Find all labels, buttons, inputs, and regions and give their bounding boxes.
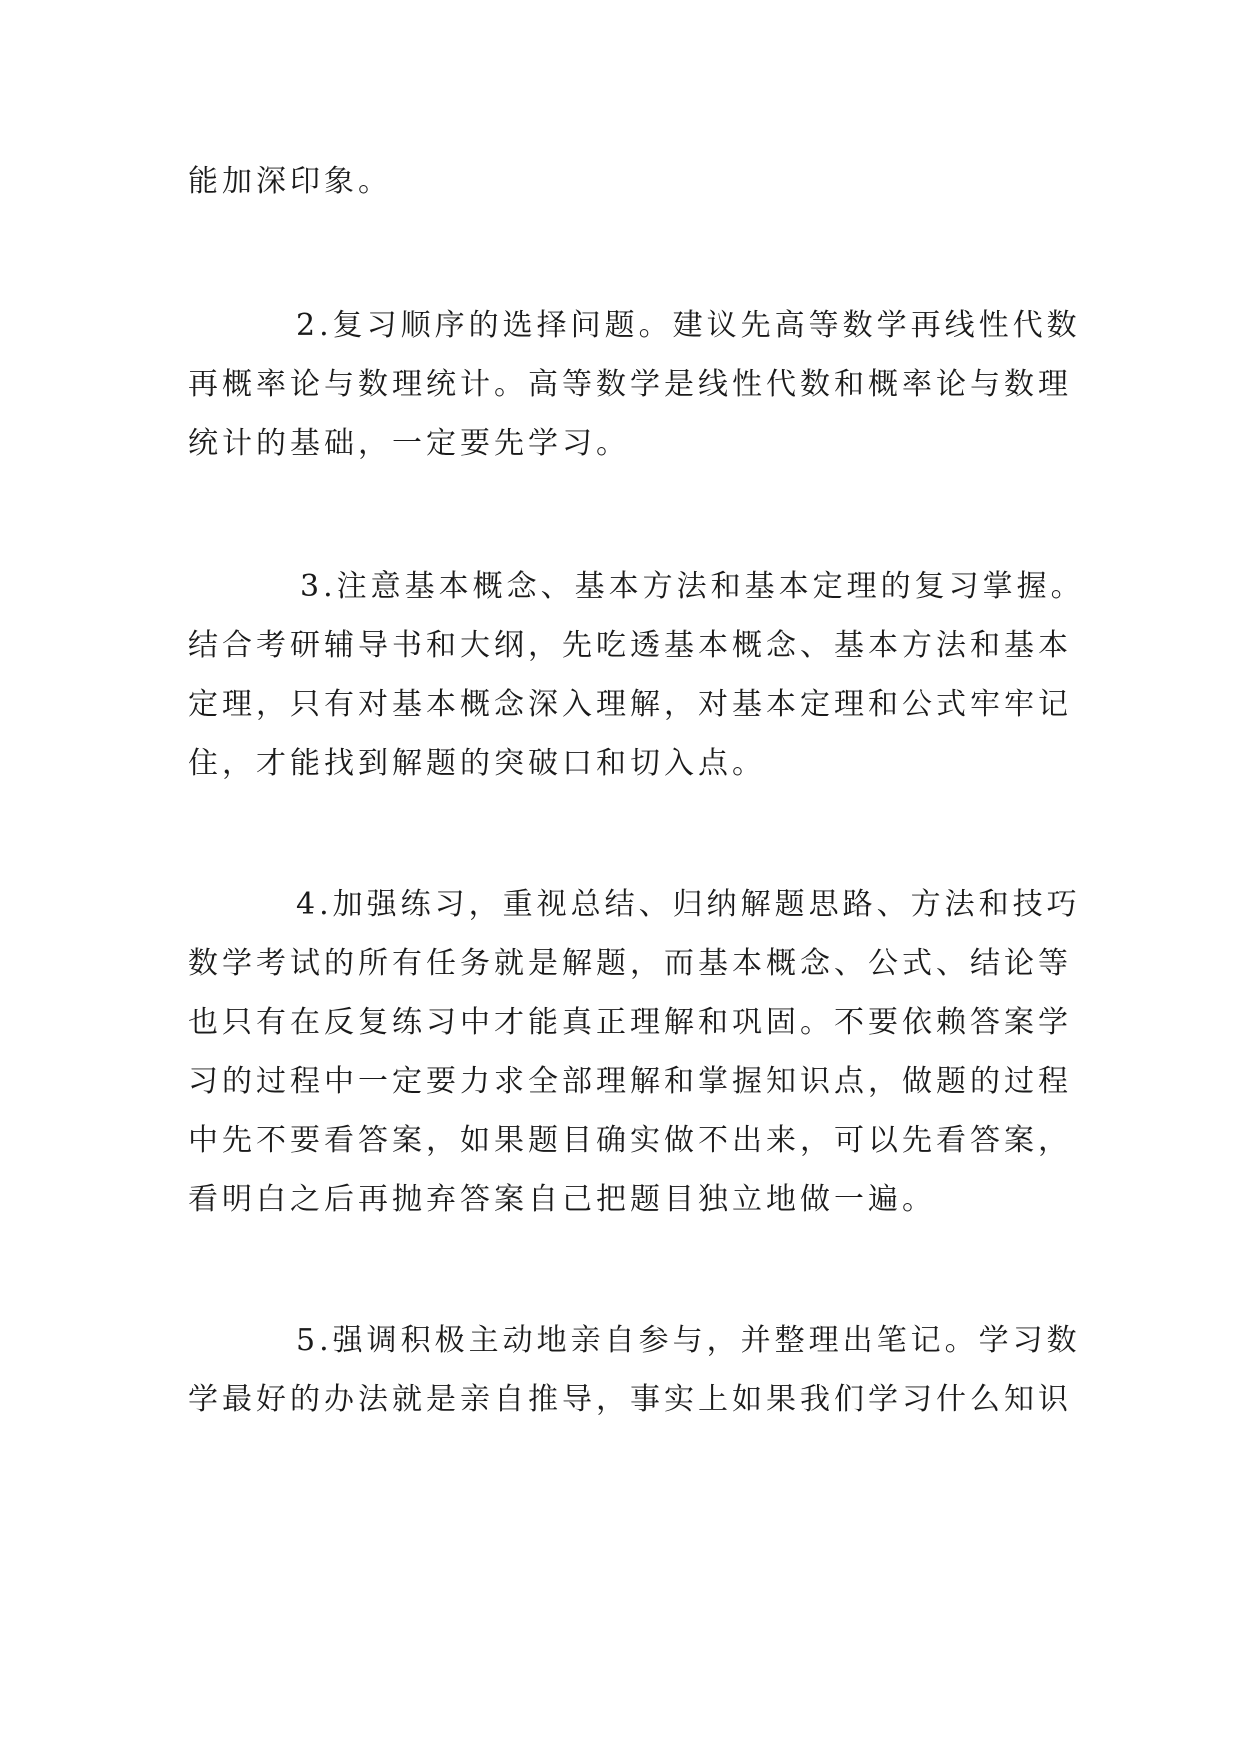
paragraph-line: 习的过程中一定要力求全部理解和掌握知识点，做题的过程 [188,1064,1072,1099]
paragraph-5 [188,1311,1081,1429]
paragraph-line [188,875,1081,934]
paragraph-line: 看明白之后再抛弃答案自己把题目独立地做一遍。 [188,1182,936,1217]
paragraph-line: 结合考研辅导书和大纲，先吃透基本概念、基本方法和基本 [188,628,1072,663]
paragraph-line-text: 3.注意基本概念、基本方法和基本定理的复习掌握。 [300,569,1085,604]
paragraph-line [188,296,1081,355]
paragraph-line: 也只有在反复练习中才能真正理解和巩固。不要依赖答案学 [188,1005,1072,1040]
paragraph-line: 中先不要看答案，如果题目确实做不出来，可以先看答案， [188,1123,1072,1158]
paragraph-line: 再概率论与数理统计。高等数学是线性代数和概率论与数理 [188,367,1072,402]
paragraph-3 [188,557,1085,793]
paragraph-line [188,1311,1081,1370]
paragraph-line: 能加深印象。 [188,164,392,199]
paragraph-line: 学最好的办法就是亲自推导，事实上如果我们学习什么知识 [188,1382,1072,1417]
paragraph-line: 统计的基础，一定要先学习。 [188,426,630,461]
paragraph-line-text: 4.加强练习，重视总结、归纳解题思路、方法和技巧 [296,887,1081,922]
paragraph-line-text: 5.强调积极主动地亲自参与，并整理出笔记。学习数 [296,1323,1081,1358]
paragraph-line: 数学考试的所有任务就是解题，而基本概念、公式、结论等 [188,946,1072,981]
paragraph-4 [188,875,1081,1229]
paragraph-line: 住，才能找到解题的突破口和切入点。 [188,746,766,781]
paragraph-line: 定理，只有对基本概念深入理解，对基本定理和公式牢牢记 [188,687,1072,722]
paragraph-1 [188,152,1068,211]
paragraph-line [188,557,1085,616]
paragraph-2 [188,296,1081,473]
paragraph-line-text: 2.复习顺序的选择问题。建议先高等数学再线性代数 [296,308,1081,343]
